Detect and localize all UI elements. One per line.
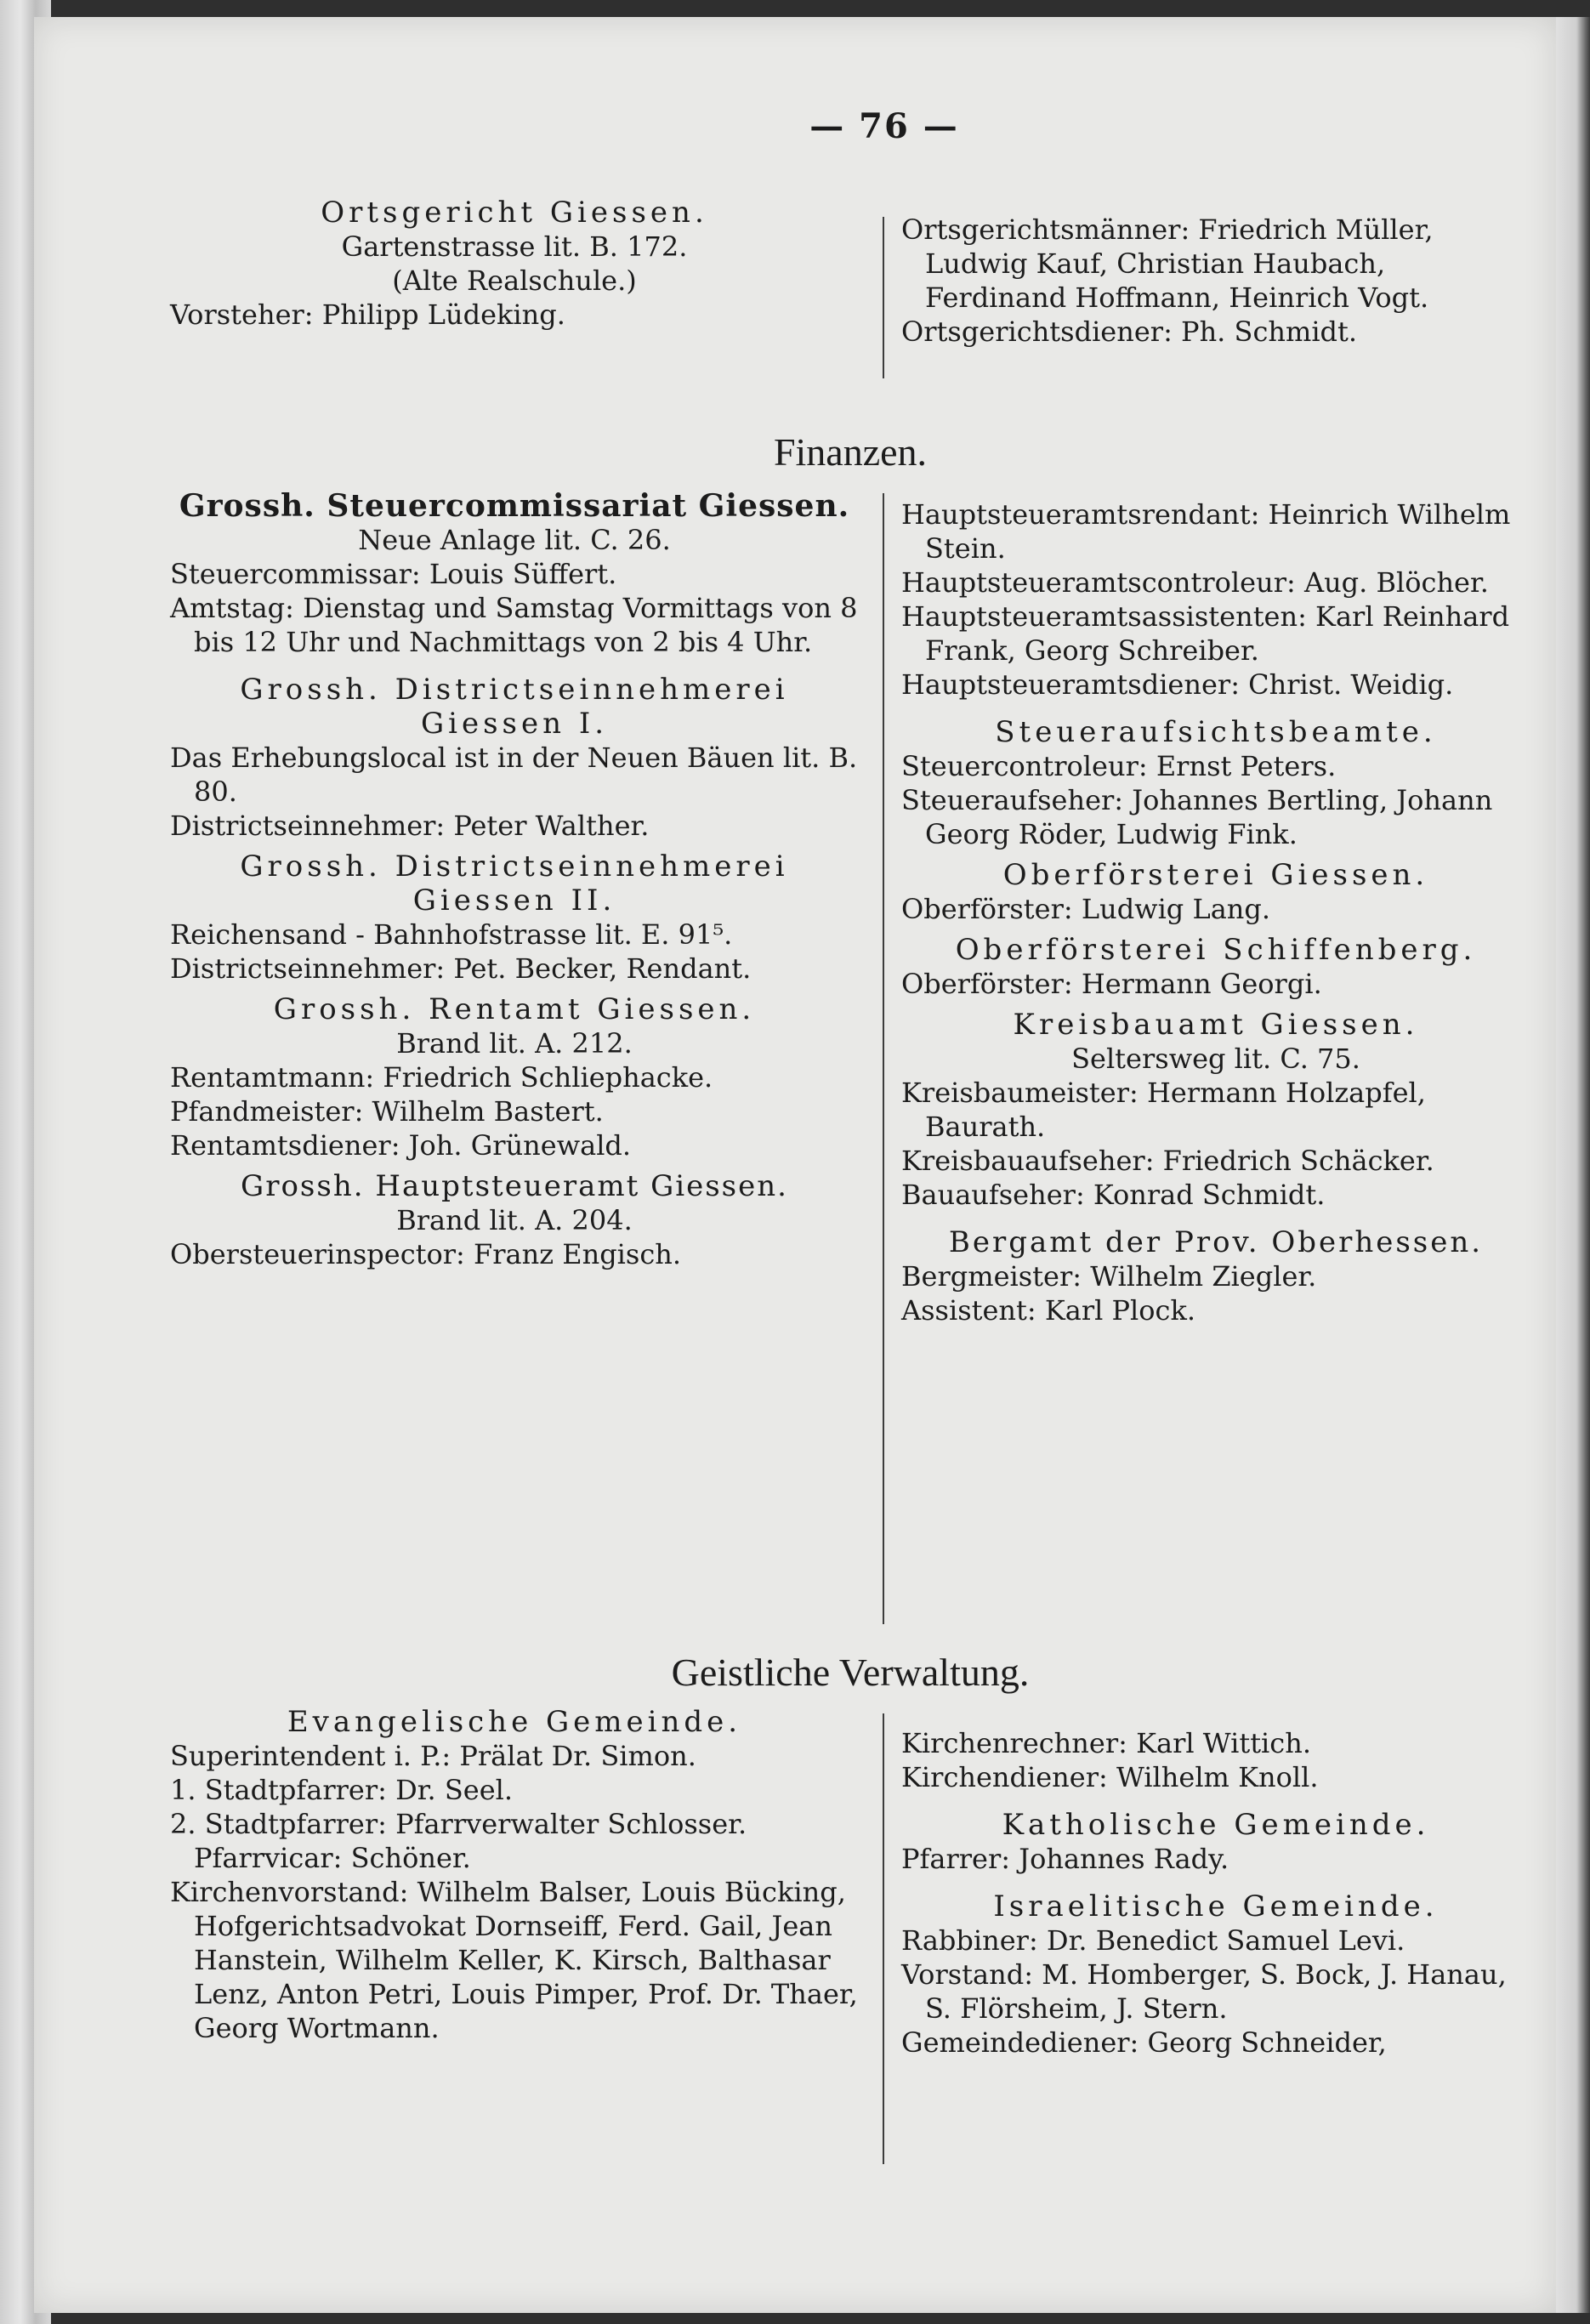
stadtpfarrer-2: 2. Stadtpfarrer: Pfarrverwalter Schlosser.: [170, 1808, 747, 1840]
ortsgericht-right: [901, 213, 1530, 349]
steuercontroleur: Steuercontroleur: Ernst Peters.: [901, 750, 1337, 782]
steueraufsicht-title: Steueraufsichtsbeamte.: [995, 715, 1437, 749]
hauptsteueramtscontroleur: Hauptsteueramtscontroleur: Aug. Blöcher.: [901, 566, 1489, 599]
districtseinnehmerei-1-title: Grossh. Districtseinnehmerei Giessen I.: [240, 673, 789, 741]
finanzen-right: [901, 497, 1530, 1327]
ortsgericht-vorsteher: Vorsteher: Philipp Lüdeking.: [170, 298, 565, 331]
geistliche-left: [170, 1705, 859, 2045]
hauptsteueramtsassistenten: Hauptsteueramtsassistenten: Karl Reinhard Frank, Georg Schreiber.: [901, 600, 1510, 667]
hauptsteueramtsrendant: Hauptsteueramtsrendant: Heinrich Wilhelm Stein.: [901, 498, 1511, 565]
rabbiner: Rabbiner: Dr. Benedict Samuel Levi.: [901, 1924, 1405, 1957]
rentamt-address: Brand lit. A. 212.: [396, 1027, 633, 1060]
column-divider-3: [883, 1713, 884, 2164]
evangelische-gemeinde-title: Evangelische Gemeinde.: [287, 1705, 742, 1739]
hauptsteueramt-title: Grossh. Hauptsteueramt Giessen.: [241, 1169, 788, 1203]
rentamtmann: Rentamtmann: Friedrich Schliephacke.: [170, 1061, 713, 1094]
bergamt-assistent: Assistent: Karl Plock.: [901, 1294, 1196, 1327]
kreisbaumeister: Kreisbaumeister: Hermann Holzapfel, Baurath.: [901, 1077, 1426, 1143]
ortsgericht-title: Ortsgericht Giessen.: [321, 196, 708, 230]
katholische-gemeinde-title: Katholische Gemeinde.: [1002, 1808, 1430, 1842]
superintendent: Superintendent i. P.: Prälat Dr. Simon.: [170, 1740, 696, 1772]
pfarrvicar: Pfarrvicar: Schöner.: [194, 1842, 471, 1874]
oberfoerster-giessen: Oberförster: Ludwig Lang.: [901, 893, 1271, 925]
israelitischer-vorstand: Vorstand: M. Homberger, S. Bock, J. Hanau, S. Flörsheim, J. Stern.: [901, 1958, 1507, 2025]
rentamtsdiener: Rentamtsdiener: Joh. Grünewald.: [170, 1129, 632, 1162]
ortsgericht-diener: Ortsgerichtsdiener: Ph. Schmidt.: [901, 315, 1358, 348]
kirchendiener: Kirchendiener: Wilhelm Knoll.: [901, 1761, 1319, 1793]
districtseinnehmerei-1-local: Das Erhebungslocal ist in der Neuen Bäuen lit. B. 80.: [170, 742, 858, 808]
ortsgericht-address: Gartenstrasse lit. B. 172.: [341, 230, 688, 263]
steuercommissariat-title: Grossh. Steuercommissariat Giessen.: [179, 488, 850, 524]
israelitische-gemeinde-title: Israelitische Gemeinde.: [993, 1889, 1439, 1923]
column-divider-2: [883, 493, 884, 1624]
finanzen-left: [170, 489, 859, 1271]
section-title-geistliche: Geistliche Verwaltung.: [671, 1651, 1030, 1694]
gemeindediener: Gemeindediener: Georg Schneider,: [901, 2026, 1387, 2059]
districtseinnehmerei-1-einnehmer: Districtseinnehmer: Peter Walther.: [170, 810, 650, 842]
page-content: [170, 106, 1530, 2164]
bauaufseher: Bauaufseher: Konrad Schmidt.: [901, 1179, 1326, 1211]
kreisbauamt-address: Seltersweg lit. C. 75.: [1071, 1043, 1360, 1075]
ortsgericht-address-note: (Alte Realschule.): [392, 264, 637, 297]
stadtpfarrer-1: 1. Stadtpfarrer: Dr. Seel.: [170, 1774, 514, 1806]
bergamt-title: Bergamt der Prov. Oberhessen.: [948, 1225, 1484, 1259]
geistliche-right: [901, 1726, 1530, 2060]
hauptsteueramt-address: Brand lit. A. 204.: [396, 1204, 633, 1236]
kirchenrechner: Kirchenrechner: Karl Wittich.: [901, 1727, 1311, 1759]
ortsgericht-maenner: Ortsgerichtsmänner: Friedrich Müller, Ludwig Kauf, Christian Haubach, Ferdinand Hoffmann, Heinrich Vogt.: [901, 213, 1434, 314]
steuercommissar: Steuercommissar: Louis Süffert.: [170, 558, 617, 590]
districtseinnehmerei-2-address: Reichensand - Bahnhofstrasse lit. E. 91⁵.: [170, 918, 733, 951]
districtseinnehmerei-2-title: Grossh. Districtseinnehmerei Giessen II.: [240, 849, 789, 918]
steuercommissariat-amtstag: Amtstag: Dienstag und Samstag Vormittags von 8 bis 12 Uhr und Nachmittags von 2 bis 4 Uhr.: [170, 592, 858, 658]
districtseinnehmerei-2-einnehmer: Districtseinnehmer: Pet. Becker, Rendant.: [170, 952, 752, 985]
pfandmeister: Pfandmeister: Wilhelm Bastert.: [170, 1095, 604, 1128]
section-title-finanzen: Finanzen.: [773, 430, 928, 474]
kreisbauaufseher: Kreisbauaufseher: Friedrich Schäcker.: [901, 1145, 1434, 1177]
oberfoersterei-schiffenberg-title: Oberförsterei Schiffenberg.: [955, 933, 1477, 967]
column-divider-1: [883, 217, 884, 378]
kreisbauamt-title: Kreisbauamt Giessen.: [1013, 1008, 1419, 1042]
rentamt-title: Grossh. Rentamt Giessen.: [273, 992, 756, 1026]
oberfoerster-schiffenberg: Oberförster: Hermann Georgi.: [901, 968, 1322, 1000]
hauptsteueramtsdiener: Hauptsteueramtsdiener: Christ. Weidig.: [901, 668, 1454, 701]
katholischer-pfarrer: Pfarrer: Johannes Rady.: [901, 1843, 1229, 1875]
bergmeister: Bergmeister: Wilhelm Ziegler.: [901, 1260, 1317, 1293]
oberfoersterei-giessen-title: Oberförsterei Giessen.: [1002, 858, 1429, 892]
kirchenvorstand: Kirchenvorstand: Wilhelm Balser, Louis Bücking, Hofgerichtsadvokat Dornseiff, Ferd. Gail, Jean Hanstein, Wilhelm Keller, K. Kirsch, Balthasar Lenz, Anton Petri, Louis Pimper, Prof. Dr. Thaer, Georg Wortmann.: [170, 1876, 858, 2044]
page-number: — 76 —: [809, 106, 959, 146]
obersteuerinspector: Obersteuerinspector: Franz Engisch.: [170, 1238, 682, 1270]
steueraufseher: Steueraufseher: Johannes Bertling, Johann Georg Röder, Ludwig Fink.: [901, 784, 1493, 850]
ortsgericht-left: [170, 196, 859, 332]
steuercommissariat-address: Neue Anlage lit. C. 26.: [358, 524, 671, 556]
page-right-edge: [1556, 17, 1590, 2313]
